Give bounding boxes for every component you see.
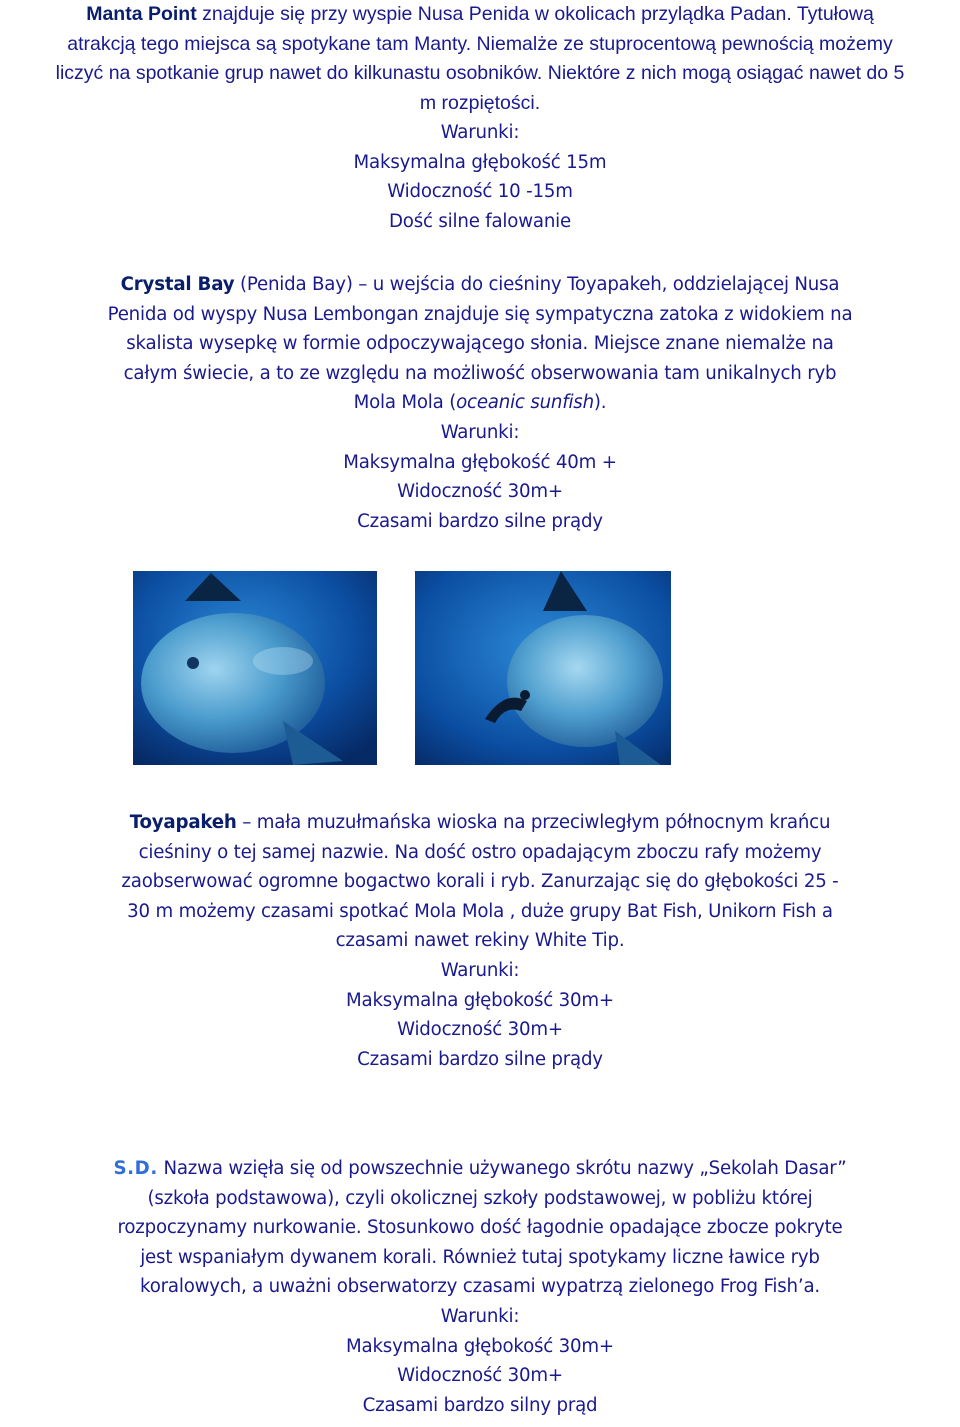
section-sd: [0, 1154, 960, 1420]
conditions-manta-point: [0, 118, 960, 236]
section-toyapakeh: [0, 808, 960, 1074]
condition-depth: Maksymalna głębokość 15m: [353, 151, 607, 173]
site-name-manta-point: Manta Point: [86, 3, 197, 25]
paragraph-line: koralowych, a uważni obserwatorzy czasami wypatrzą zielonego Frog Fish’a.: [140, 1276, 820, 1298]
paragraph-line: Mola Mola (oceanic sunfish).: [353, 392, 607, 414]
paragraph-line: cieśniny o tej samej nazwie. Na dość ostro opadającym zboczu rafy możemy: [138, 841, 822, 863]
condition-visibility: Widoczność 30m+: [397, 481, 563, 503]
section-manta-point: [0, 0, 960, 236]
paragraph-line: jest wspaniałym dywanem korali. Również tutaj spotykamy liczne ławice ryb: [140, 1246, 820, 1268]
italic-species-name: oceanic sunfish: [456, 392, 594, 414]
condition-depth: Maksymalna głębokość 30m+: [346, 1335, 614, 1357]
conditions-heading: Warunki:: [440, 1305, 520, 1327]
condition-depth: Maksymalna głębokość 30m+: [346, 989, 614, 1011]
site-name-sd: S.D.: [113, 1158, 158, 1179]
sunfish-image: [133, 571, 377, 765]
paragraph-line: liczyć na spotkanie grup nawet do kilkunastu osobników. Niektóre z nich mogą osiągać nawet do 5: [55, 62, 905, 84]
condition-current: Dość silne falowanie: [389, 210, 571, 232]
paragraph-line: rozpoczynamy nurkowanie. Stosunkowo dość łagodnie opadające zbocze pokryte: [117, 1217, 843, 1239]
paragraph-line: atrakcją tego miejsca są spotykane tam Manty. Niemalże ze stuprocentową pewnością możemy: [67, 32, 893, 55]
condition-visibility: Widoczność 30m+: [397, 1365, 563, 1387]
section-crystal-bay: [0, 270, 960, 536]
condition-depth: Maksymalna głębokość 40m +: [343, 451, 617, 473]
condition-current: Czasami bardzo silne prądy: [357, 1048, 603, 1070]
conditions-heading: Warunki:: [440, 421, 520, 443]
conditions-heading: Warunki:: [440, 122, 520, 143]
condition-visibility: Widoczność 30m+: [397, 1019, 563, 1041]
condition-visibility: Widoczność 10 -15m: [387, 181, 573, 203]
condition-current: Czasami bardzo silne prądy: [357, 510, 603, 532]
paragraph-line: Penida od wyspy Nusa Lembongan znajduje się sympatyczna zatoka z widokiem na: [107, 303, 853, 325]
paragraph-line: Toyapakeh – mała muzułmańska wioska na przeciwległym północnym krańcu: [129, 812, 831, 833]
paragraph-line: 30 m możemy czasami spotkać Mola Mola , duże grupy Bat Fish, Unikorn Fish a: [127, 900, 833, 922]
diver-sunfish-image: [415, 571, 671, 765]
paragraph-line: Manta Point znajduje się przy wyspie Nusa Penida w okolicach przylądka Padan. Tytułową: [86, 3, 874, 25]
sunfish-photo-left: [133, 571, 377, 765]
conditions-heading: Warunki:: [440, 959, 520, 981]
paragraph-line: zaobserwować ogromne bogactwo korali i ryb. Zanurzając się do głębokości 25 -: [121, 871, 839, 893]
paragraph-line: Crystal Bay (Penida Bay) – u wejścia do cieśniny Toyapakeh, oddzielającej Nusa: [120, 274, 840, 295]
paragraph-line: czasami nawet rekiny White Tip.: [335, 930, 625, 952]
condition-current: Czasami bardzo silny prąd: [362, 1394, 598, 1416]
paragraph-line: S.D. Nazwa wzięła się od powszechnie używanego skrótu nazwy „Sekolah Dasar”: [113, 1158, 847, 1179]
site-name-crystal-bay: Crystal Bay: [120, 274, 235, 295]
paragraph-line: całym świecie, a to ze względu na możliwość obserwowania tam unikalnych ryb: [123, 362, 837, 384]
site-name-toyapakeh: Toyapakeh: [129, 812, 237, 833]
paragraph-line: (szkoła podstawowa), czyli okolicznej szkoły podstawowej, w pobliżu której: [147, 1187, 813, 1209]
diver-sunfish-photo-right: [415, 571, 671, 765]
paragraph-line: m rozpiętości.: [419, 91, 541, 114]
photo-row: [0, 571, 960, 765]
paragraph-line: skalista wysepkę w formie odpoczywającego słonia. Miejsce znane niemalże na: [126, 333, 834, 355]
